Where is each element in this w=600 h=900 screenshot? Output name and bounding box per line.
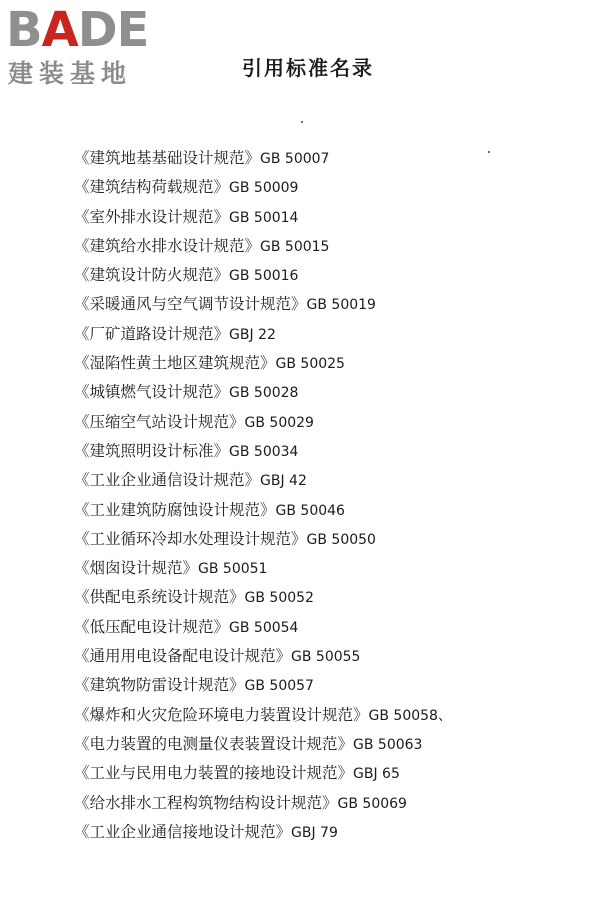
reference-title: 《工业循环冷却水处理设计规范》: [74, 529, 307, 548]
reference-title: 《建筑设计防火规范》: [74, 266, 230, 285]
reference-title: 《电力装置的电测量仪表装置设计规范》: [74, 734, 354, 753]
reference-title: 《供配电系统设计规范》: [74, 588, 245, 607]
reference-entry: [74, 613, 574, 642]
reference-code: GB 50063: [353, 736, 423, 753]
reference-code: GB 50058、: [368, 707, 452, 724]
reference-code: GB 50055: [291, 649, 361, 666]
reference-entry: [74, 525, 574, 554]
reference-entry: [74, 642, 574, 671]
reference-title: 《工业企业通信设计规范》: [74, 471, 261, 490]
reference-code: GB 50007: [260, 151, 330, 167]
reference-entry: [74, 408, 574, 437]
reference-code: GBJ 22: [229, 326, 276, 343]
reference-code: GB 50009: [229, 180, 299, 197]
reference-title: 《室外排水设计规范》: [74, 207, 230, 226]
reference-code: GB 50052: [244, 590, 314, 607]
logo-letter-a-accent: A: [41, 2, 78, 58]
reference-code: GB 50051: [198, 561, 268, 578]
reference-entry: [74, 173, 574, 202]
reference-entry: [74, 290, 574, 319]
reference-title: 《厂矿道路设计规范》: [74, 324, 230, 343]
page-title: 引用标准名录: [242, 56, 374, 80]
reference-title: 《通用用电设备配电设计规范》: [74, 647, 292, 666]
reference-code: GB 50015: [260, 238, 330, 255]
brand-logo: [6, 2, 176, 92]
reference-code: GB 50054: [229, 619, 299, 636]
logo-letter-b: B: [6, 2, 42, 58]
reference-code: GB 50014: [229, 209, 299, 226]
reference-title: 《建筑照明设计标准》: [74, 441, 230, 460]
reference-entry: [74, 203, 574, 232]
logo-wordmark: [6, 2, 148, 58]
reference-entry: [74, 144, 574, 173]
reference-entry: [74, 232, 574, 261]
reference-entry: [74, 671, 574, 700]
reference-entry: [74, 378, 574, 407]
reference-title: 《湿陷性黄土地区建筑规范》: [74, 354, 276, 373]
reference-code: GB 50028: [229, 385, 299, 402]
reference-entry: [74, 554, 574, 583]
reference-standards-list: [74, 144, 574, 847]
reference-title: 《工业建筑防腐蚀设计规范》: [74, 500, 276, 519]
reference-title: 《爆炸和火灾危险环境电力装置设计规范》: [74, 705, 369, 724]
reference-entry: [74, 789, 574, 818]
reference-title: 《采暖通风与空气调节设计规范》: [74, 295, 307, 314]
reference-code: GB 50029: [244, 414, 314, 431]
reference-code: GB 50016: [229, 268, 299, 285]
reference-title: 《建筑地基基础设计规范》: [74, 149, 261, 167]
reference-title: 《烟囱设计规范》: [74, 559, 199, 578]
reference-code: GB 50025: [275, 356, 345, 373]
reference-entry: [74, 818, 574, 847]
reference-entry: [74, 701, 574, 730]
reference-entry: [74, 759, 574, 788]
reference-title: 《建筑给水排水设计规范》: [74, 236, 261, 255]
reference-entry: [74, 437, 574, 466]
reference-code: GB 50019: [306, 297, 376, 314]
reference-code: GB 50069: [337, 795, 407, 812]
reference-title: 《工业与民用电力装置的接地设计规范》: [74, 764, 354, 783]
logo-letters-de: DE: [77, 2, 149, 58]
reference-entry: [74, 496, 574, 525]
reference-entry: [74, 466, 574, 495]
reference-code: GB 50046: [275, 502, 345, 519]
logo-subtitle: 建装基地: [8, 59, 133, 88]
reference-code: GBJ 79: [291, 824, 338, 841]
reference-title: 《建筑物防雷设计规范》: [74, 676, 245, 695]
reference-entry: [74, 349, 574, 378]
reference-code: GB 50034: [229, 443, 299, 460]
reference-code: GBJ 42: [260, 473, 307, 490]
reference-title: 《压缩空气站设计规范》: [74, 412, 245, 431]
reference-entry: [74, 583, 574, 612]
reference-title: 《建筑结构荷载规范》: [74, 178, 230, 197]
reference-title: 《城镇燃气设计规范》: [74, 383, 230, 402]
reference-title: 《工业企业通信接地设计规范》: [74, 822, 292, 841]
reference-title: 《给水排水工程构筑物结构设计规范》: [74, 793, 338, 812]
scan-speck: [301, 121, 303, 123]
reference-entry: [74, 261, 574, 290]
reference-entry: [74, 730, 574, 759]
reference-title: 《低压配电设计规范》: [74, 617, 230, 636]
reference-code: GBJ 65: [353, 766, 400, 783]
reference-code: GB 50050: [306, 531, 376, 548]
reference-entry: [74, 320, 574, 349]
reference-code: GB 50057: [244, 678, 314, 695]
